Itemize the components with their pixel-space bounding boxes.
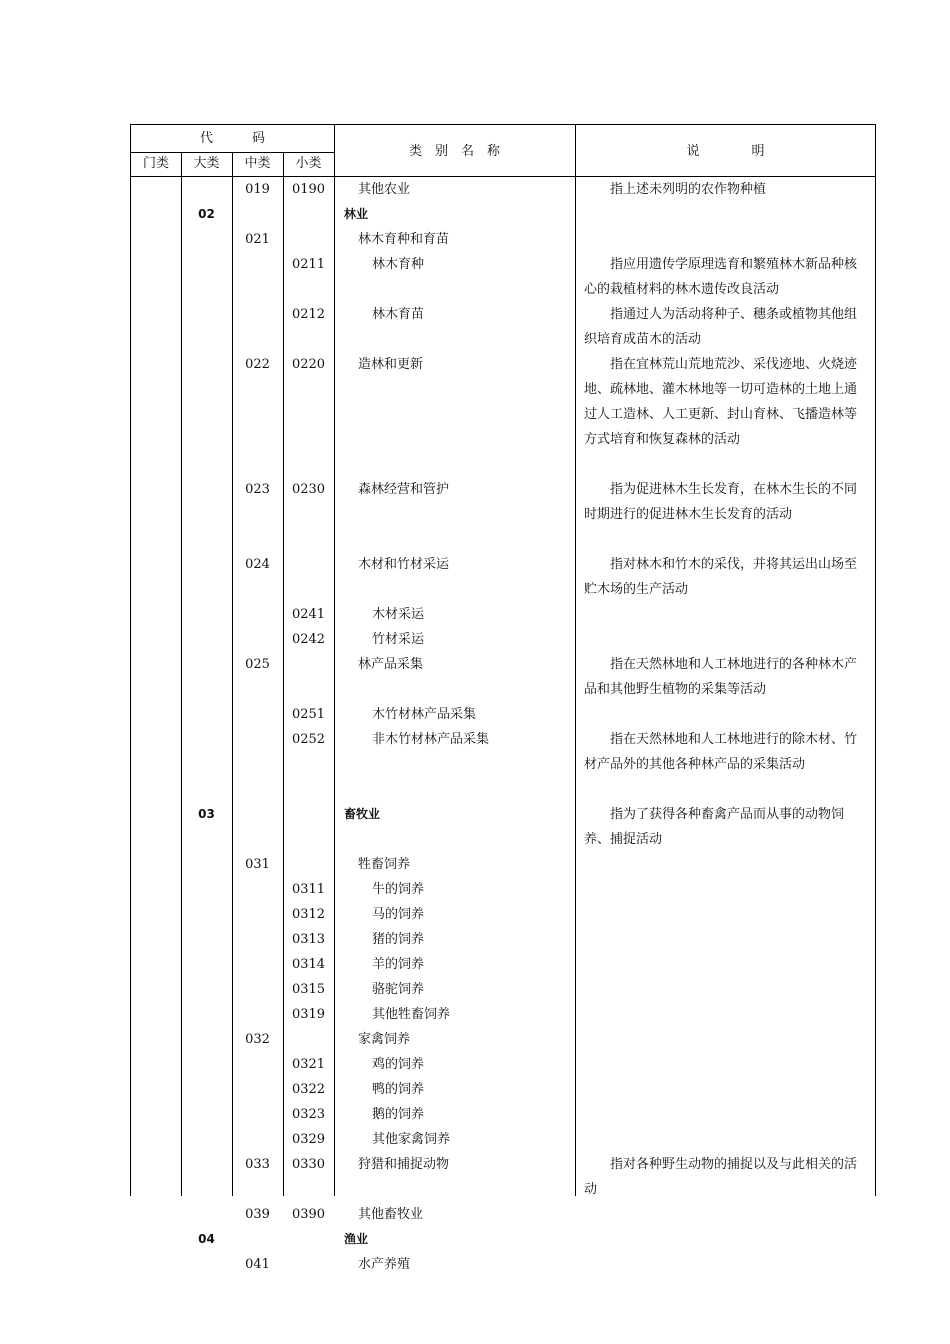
category-name: 骆驼饲养	[372, 982, 425, 997]
header-code: 代 码	[199, 131, 265, 146]
column-divider	[575, 125, 576, 1196]
category-name: 其他家禽饲养	[372, 1132, 451, 1147]
category-name: 羊的饲养	[372, 957, 425, 972]
category-name: 鸭的饲养	[372, 1082, 425, 1097]
header-divider	[131, 152, 334, 153]
code-xiao: 0313	[291, 932, 326, 947]
code-zhong: 032	[245, 1032, 270, 1047]
category-name: 狩猎和捕捉动物	[358, 1157, 450, 1172]
category-description: 指通过人为活动将种子、穗条或植物其他组织培育成苗木的活动	[584, 307, 858, 347]
header-da: 大类	[193, 156, 220, 171]
category-name: 非木竹材林产品采集	[372, 732, 490, 747]
category-name: 其他牲畜饲养	[372, 1007, 451, 1022]
category-name: 造林和更新	[358, 357, 424, 372]
code-zhong: 022	[245, 357, 270, 372]
column-divider	[334, 125, 335, 1196]
category-description: 指为促进林木生长发育，在林木生长的不同时期进行的促进林木生长发育的活动	[584, 482, 858, 522]
category-description: 指在天然林地和人工林地进行的除木材、竹材产品外的其他各种林产品的采集活动	[584, 732, 858, 772]
category-description: 指应用遗传学原理选育和繁殖林木新品种核心的栽植材料的林木遗传改良活动	[584, 257, 858, 297]
code-xiao: 0251	[291, 707, 326, 722]
code-xiao: 0321	[291, 1057, 326, 1072]
category-description: 指在宜林荒山荒地荒沙、采伐迹地、火烧迹地、疏林地、灌木林地等一切可造林的土地上通过人工造林、人工更新、封山育林、飞播造林等方式培育和恢复森林的活动	[584, 357, 858, 447]
category-name: 马的饲养	[372, 907, 425, 922]
code-da: 04	[198, 1232, 215, 1246]
header-zhong: 中类	[244, 156, 271, 171]
header-xiao: 小类	[295, 156, 322, 171]
code-xiao: 0242	[291, 632, 326, 647]
code-xiao: 0329	[291, 1132, 326, 1147]
category-name: 林业	[344, 207, 369, 221]
category-name: 畜牧业	[344, 807, 381, 821]
category-name: 牲畜饲养	[358, 857, 411, 872]
category-name: 其他农业	[358, 182, 411, 197]
category-name: 木材和竹材采运	[358, 557, 450, 572]
category-description: 指上述未列明的农作物种植	[610, 182, 767, 197]
code-zhong: 039	[245, 1207, 270, 1222]
category-name: 木竹材林产品采集	[372, 707, 477, 722]
category-name: 鹅的饲养	[372, 1107, 425, 1122]
code-zhong: 024	[245, 557, 270, 572]
category-description: 指对各种野生动物的捕捉以及与此相关的活动	[584, 1157, 858, 1197]
header-men: 门类	[142, 156, 169, 171]
category-name: 牛的饲养	[372, 882, 425, 897]
code-zhong: 021	[245, 232, 270, 247]
code-xiao: 0311	[291, 882, 326, 897]
code-zhong: 025	[245, 657, 270, 672]
code-zhong: 019	[245, 182, 270, 197]
code-xiao: 0323	[291, 1107, 326, 1122]
code-xiao: 0252	[291, 732, 326, 747]
code-zhong: 023	[245, 482, 270, 497]
code-xiao: 0330	[291, 1157, 326, 1172]
category-description: 指在天然林地和人工林地进行的各种林木产品和其他野生植物的采集等活动	[584, 657, 858, 697]
category-name: 林产品采集	[358, 657, 424, 672]
code-da: 02	[198, 207, 215, 221]
code-zhong: 031	[245, 857, 270, 872]
code-zhong: 033	[245, 1157, 270, 1172]
code-xiao: 0390	[291, 1207, 326, 1222]
code-xiao: 0315	[291, 982, 326, 997]
category-name: 林木育种	[372, 257, 425, 272]
category-name: 水产养殖	[358, 1257, 411, 1272]
category-description: 指为了获得各种畜禽产品而从事的动物饲养、捕捉活动	[584, 807, 845, 847]
code-xiao: 0211	[291, 257, 326, 272]
header-desc: 说 明	[686, 144, 765, 159]
code-zhong: 041	[245, 1257, 270, 1272]
category-name: 鸡的饲养	[372, 1057, 425, 1072]
category-description: 指对林木和竹木的采伐，并将其运出山场至贮木场的生产活动	[584, 557, 858, 597]
classification-table	[130, 124, 876, 1272]
code-xiao: 0314	[291, 957, 326, 972]
code-xiao: 0190	[291, 182, 326, 197]
code-xiao: 0319	[291, 1007, 326, 1022]
code-da: 03	[198, 807, 215, 821]
category-name: 林木育苗	[372, 307, 425, 322]
category-name: 猪的饲养	[372, 932, 425, 947]
code-xiao: 0230	[291, 482, 326, 497]
category-name: 渔业	[344, 1232, 369, 1246]
code-xiao: 0322	[291, 1082, 326, 1097]
category-name: 其他畜牧业	[358, 1207, 424, 1222]
category-name: 木材采运	[372, 607, 425, 622]
category-name: 竹材采运	[372, 632, 425, 647]
category-name: 森林经营和管护	[358, 482, 450, 497]
code-xiao: 0241	[291, 607, 326, 622]
column-divider	[181, 153, 182, 1196]
category-name: 家禽饲养	[358, 1032, 411, 1047]
header-name: 类 别 名 称	[408, 144, 500, 159]
category-name: 林木育种和育苗	[358, 232, 450, 247]
code-xiao: 0212	[291, 307, 326, 322]
code-xiao: 0220	[291, 357, 326, 372]
code-xiao: 0312	[291, 907, 326, 922]
